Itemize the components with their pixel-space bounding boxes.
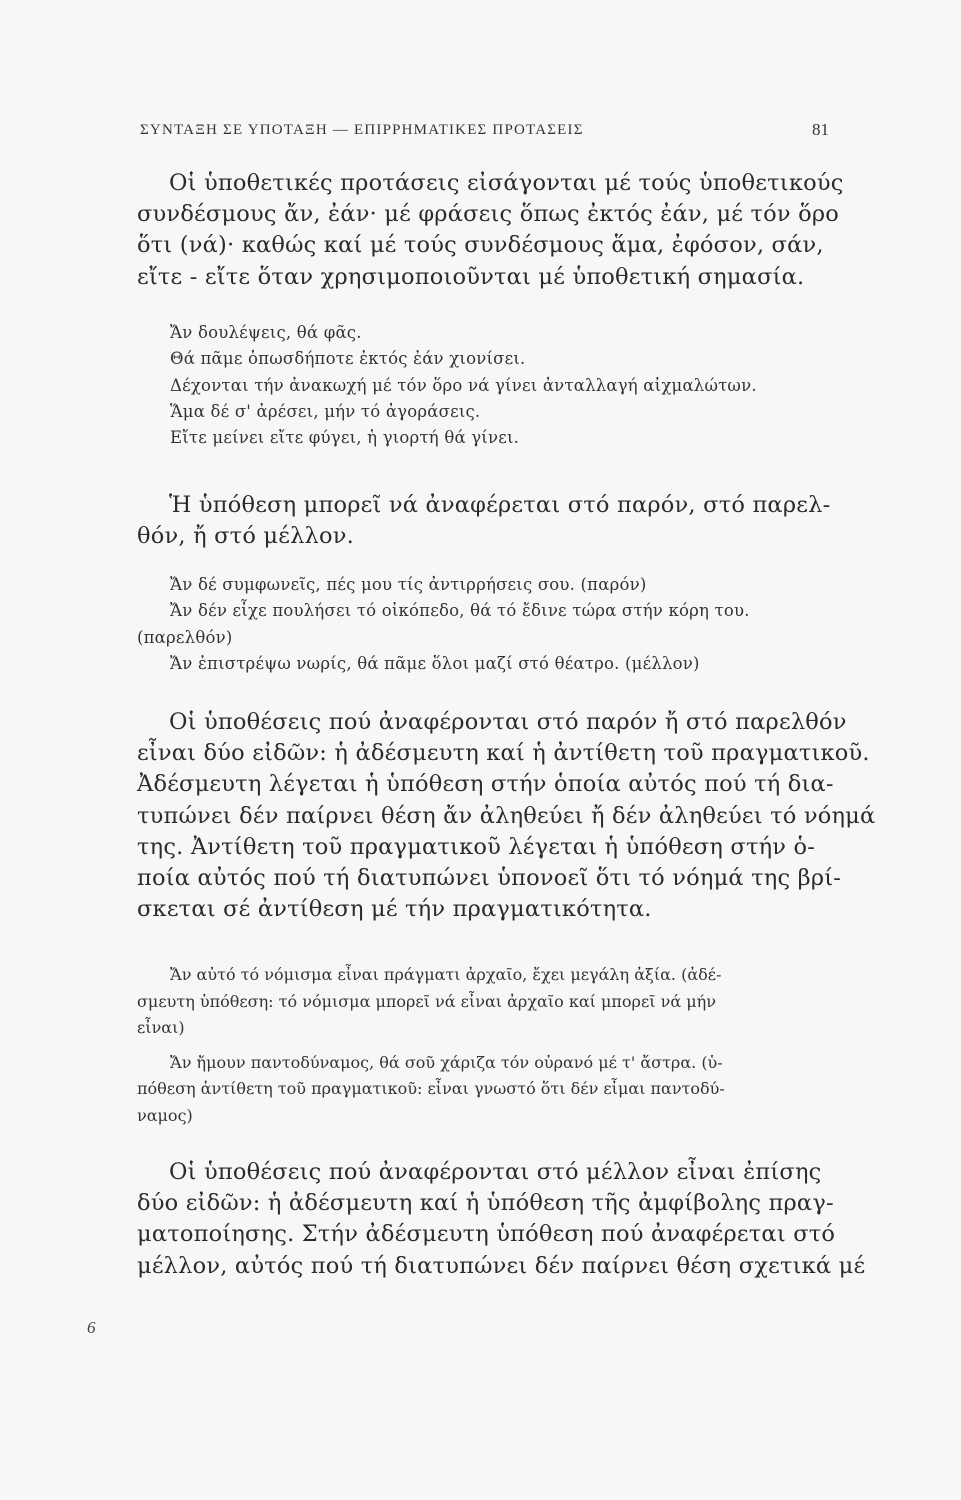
- text-line: Οἱ ὑποθέσεις πού ἀναφέρονται στό μέλλον εἶναι ἐπίσης: [169, 1159, 822, 1185]
- page-number: 81: [812, 120, 829, 139]
- text-line: τυπώνει δέν παίρνει θέση ἄν ἀληθεύει ἤ δέν ἀληθεύει τό νόημά: [137, 802, 876, 829]
- text-line: εἴτε - εἴτε ὅταν χρησιμοποιοῦνται μέ ὑποθετική σημασία.: [137, 263, 805, 290]
- example-line: Δέχονται τήν ἀνακωχή μέ τόν ὅρο νά γίνει ἀνταλλαγή αἰχμαλώτων.: [170, 375, 757, 395]
- text-line: μέλλον, αὐτός πού τή διατυπώνει δέν παίρνει θέση σχετικά μέ: [137, 1252, 866, 1279]
- examples-time-reference: [137, 572, 822, 677]
- example-line: Εἴτε μείνει εἴτε φύγει, ἡ γιορτή θά γίνει.: [170, 428, 520, 448]
- text-line: σκεται σέ ἀντίθεση μέ τήν πραγματικότητα.: [137, 896, 652, 923]
- example-line: Ἄν ἐπιστρέψω νωρίς, θά πᾶμε ὅλοι μαζί στό θέατρο. (μέλλον): [170, 653, 700, 673]
- text-line: ματοποίησης. Στήν ἀδέσμευτη ὑπόθεση πού ἀναφέρεται στό: [137, 1221, 836, 1248]
- running-title: ΣΥΝΤΑΞΗ ΣΕ ΥΠΟΤΑΞΗ — ΕΠΙΡΡΗΜΑΤΙΚΕΣ ΠΡΟΤΑΣΕΙΣ: [140, 122, 584, 138]
- text-line: Ἡ ὑπόθεση μπορεῖ νά ἀναφέρεται στό παρόν, στό παρελ-: [169, 492, 831, 518]
- text-line: Ἀδέσμευτη λέγεται ἡ ὑπόθεση στήν ὁποία αὐτός πού τή δια-: [137, 771, 834, 798]
- example-line: (παρελθόν): [137, 627, 233, 647]
- text-line: δύο εἰδῶν: ἡ ἀδέσμευτη καί ἡ ὑπόθεση τῆς ἀμφίβολης πραγ-: [137, 1190, 834, 1217]
- examples-present-past-types: [137, 962, 822, 1129]
- example-line: Ἅμα δέ σ' ἀρέσει, μήν τό ἀγοράσεις.: [170, 401, 481, 421]
- text-line: ποία αὐτός πού τή διατυπώνει ὑπονοεῖ ὅτι τό νόημά της βρί-: [137, 865, 842, 892]
- example-line: Ἄν δέν εἶχε πουλήσει τό οἰκόπεδο, θά τό ἔδινε τώρα στήν κόρη του.: [170, 601, 750, 621]
- text-line: συνδέσμους ἄν, ἐάν· μέ φράσεις ὅπως ἐκτός ἐάν, μέ τόν ὅρο: [137, 201, 840, 228]
- text-line: Οἱ ὑποθέσεις πού ἀναφέρονται στό παρόν ἤ στό παρελθόν: [169, 709, 847, 735]
- example-line: εἶναι): [137, 1018, 185, 1037]
- signature-mark: 6: [87, 1318, 96, 1337]
- example-line: πόθεση ἀντίθετη τοῦ πραγματικοῦ: εἶναι γνωστό ὅτι δέν εἶμαι παντοδύ-: [137, 1079, 725, 1098]
- example-line: σμευτη ὑπόθεση: τό νόμισμα μπορεῖ νά εἶναι ἀρχαῖο καί μπορεῖ νά μήν: [137, 991, 716, 1011]
- example-line: Ἄν δουλέψεις, θά φᾶς.: [170, 323, 362, 342]
- paragraph-conditional-intro: [137, 168, 844, 293]
- text-line: ὅτι (νά)· καθώς καί μέ τούς συνδέσμους ἅμα, ἐφόσον, σάν,: [137, 232, 824, 259]
- text-line: εἶναι δύο εἰδῶν: ἡ ἀδέσμευτη καί ἡ ἀντίθετη τοῦ πραγματικοῦ.: [137, 740, 870, 767]
- example-line: ναμος): [137, 1105, 193, 1125]
- example-line: Ἄν δέ συμφωνεῖς, πές μου τίς ἀντιρρήσεις σου. (παρόν): [170, 575, 647, 594]
- example-line: Ἄν ἤμουν παντοδύναμος, θά σοῦ χάριζα τόν οὐρανό μέ τ' ἄστρα. (ὑ-: [170, 1052, 723, 1072]
- text-line: Οἱ ὑποθετικές προτάσεις εἰσάγονται μέ τούς ὑποθετικούς: [169, 170, 844, 196]
- example-line: Θά πᾶμε ὁπωσδήποτε ἐκτός ἐάν χιονίσει.: [170, 349, 526, 369]
- paragraph-present-past-types: [137, 707, 876, 925]
- text-line: της. Ἀντίθετη τοῦ πραγματικοῦ λέγεται ἡ ὑπόθεση στήν ὁ-: [137, 833, 816, 860]
- examples-conditional-intro: [137, 320, 822, 451]
- text-line: θόν, ἤ στό μέλλον.: [137, 523, 354, 550]
- example-line: Ἄν αὐτό τό νόμισμα εἶναι πράγματι ἀρχαῖο, ἔχει μεγάλη ἀξία. (ἀδέ-: [170, 965, 722, 984]
- paragraph-time-reference: [137, 490, 831, 552]
- paragraph-future-types: [137, 1157, 866, 1282]
